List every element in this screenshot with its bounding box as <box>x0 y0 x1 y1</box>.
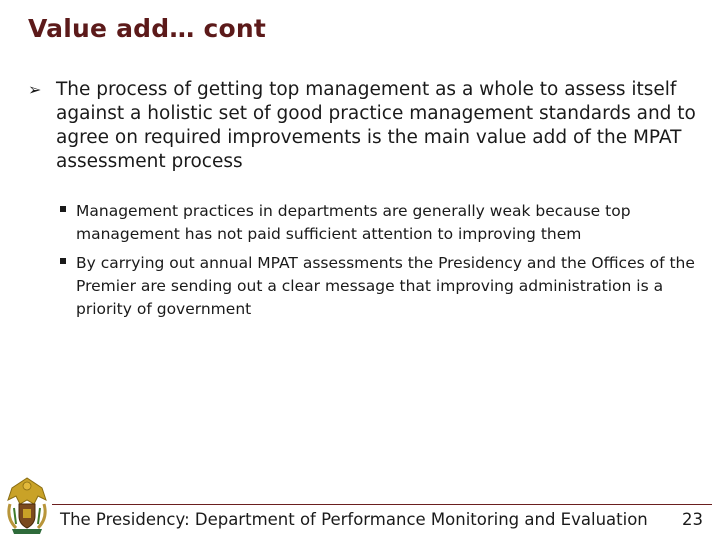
coat-of-arms-icon <box>4 474 50 536</box>
square-bullet-icon <box>58 200 76 246</box>
page-number: 23 <box>682 510 703 529</box>
main-bullet-text: The process of getting top management as a whole to assess itself against a holistic set of good practice management standards and to agree on required improvements is the main value add of the MPAT assessment process <box>56 79 696 172</box>
slide-title: Value add… cont <box>28 14 266 43</box>
arrow-bullet-icon: ➢ <box>28 80 42 99</box>
sub-bullet-item <box>58 200 708 246</box>
footer-divider <box>52 504 712 505</box>
sub-bullet-item <box>58 252 708 321</box>
square-bullet-icon <box>58 252 76 321</box>
sub-bullet-text: Management practices in departments are generally weak because top management has not paid sufficient attention to improving them <box>76 202 631 243</box>
footer-text: The Presidency: Department of Performance Monitoring and Evaluation <box>60 510 648 529</box>
sub-bullet-text: By carrying out annual MPAT assessments the Presidency and the Offices of the Premier are sending out a clear message that improving administration is a priority of government <box>76 254 695 318</box>
main-bullet <box>28 78 708 174</box>
sub-bullet-list <box>58 200 708 327</box>
